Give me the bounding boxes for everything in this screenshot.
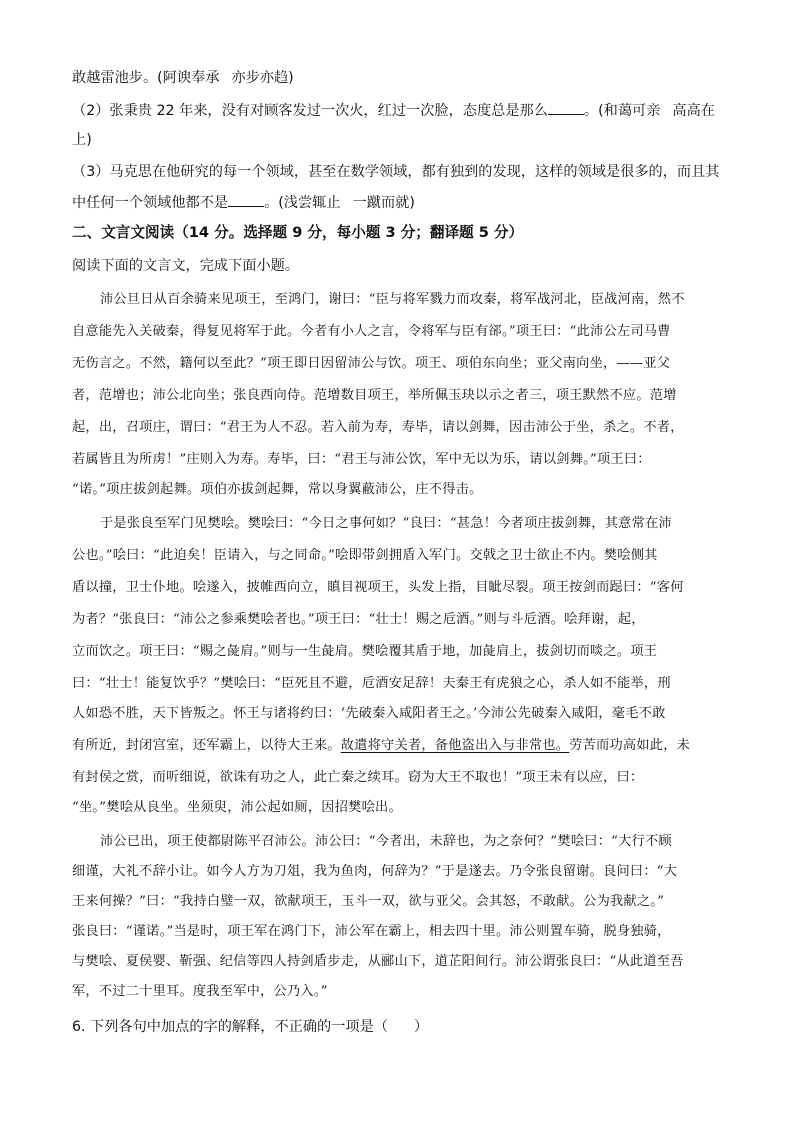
passage-line: 立而饮之。项王曰：“赐之彘肩。”则与一生彘肩。樊哙覆其盾于地，加彘肩上，拔剑切而啖之。项王 [72,644,658,659]
passage-line: 军，不过二十里耳。度我至军中，公乃入。” [72,984,328,999]
passage-line: 起，出，召项庄，谓曰：“君王为人不忍。若入前为寿，寿毕，请以剑舞，因击沛公于坐，杀之。不者， [72,420,684,435]
question-paren: ） [414,1019,429,1035]
passage-line: 王来何操？”曰：“我持白璧一双，欲献项王，玉斗一双，欲与亚父。会其怒，不敢献。公为我献之。” [72,894,665,909]
question-stem: 6. 下列各句中加点的字的解释，不正确的一项是（ [72,1019,388,1035]
passage-line: 为者？”张良曰：“沛公之参乘樊哙者也。”项王曰：“壮士！赐之卮酒。”则与斗卮酒。哙拜谢，起， [72,612,645,627]
q2-option-2: 高高在 [672,103,715,119]
exercise-q3: （3）马克思在他研究的每一个领域，甚至在数学领域，都有独到的发现，这样的领域是很多的，而且其 [72,164,720,180]
passage-line: 曰：“壮士！能复饮乎？”樊哙曰：“臣死且不避，卮酒安足辞！夫秦王有虎狼之心，杀人如不能举，刑 [72,676,671,691]
passage-line: 盾以撞，卫士仆地。哙遂入，披帷西向立，瞋目视项王，头发上指，目眦尽裂。项王按剑而跽曰：“客何 [72,580,684,595]
passage-line: 与樊哙、夏侯婴、靳强、纪信等四人持剑盾步走，从郦山下，道芷阳间行。沛公谓张良曰：“从此道至吾 [72,954,684,969]
passage-line: 沛公旦日从百余骑来见项王，至鸿门，谢曰：“臣与将军戮力而攻秦，将军战河北，臣战河南，然不 [100,292,685,307]
passage-line: 有封侯之赏，而听细说，欲诛有功之人，此亡秦之续耳。窃为大王不取也！”项王未有以应，曰： [72,770,644,785]
answer-blank [548,100,584,115]
passage-line: 公也。”哙曰：“此迫矣！臣请入，与之同命。”哙即带剑拥盾入军门。交戟之卫士欲止不内。樊哙侧其 [72,548,658,563]
underlined-sentence: 故遣将守关者，备他盗出入与非常也。 [340,738,570,753]
exercise-line-1 [72,68,722,88]
exercise-text: 敢越雷池步。(阿谀奉承 [72,70,220,86]
passage-line: 自意能先入关破秦，得复见将军于此。今者有小人之言，令将军与臣有郤。”项王曰：“此沛公左司马曹 [72,324,671,339]
q2-option-1: 。(和蔼可亲 [583,103,661,119]
passage-line: 者，范增也；沛公北向坐；张良西向侍。范增数目项王，举所佩玉玦以示之者三，项王默然不应。范增 [72,388,677,403]
passage-line: 无伤言之。不然，籍何以至此？”项王即日因留沛公与饮。项王、项伯东向坐；亚父南向坐，——亚父 [72,356,671,371]
section-instruction: 阅读下面的文言文，完成下面小题。 [72,258,300,274]
section-title: 二、文言文阅读（14 分。选择题 9 分，每小题 3 分；翻译题 5 分） [72,224,524,241]
q3-option-2: 一蹴而就) [352,195,415,211]
exercise-option: 亦步亦趋) [231,70,294,86]
passage-line: 细谨，大礼不辞小让。如今人方为刀俎，我为鱼肉，何辞为？”于是遂去。乃令张良留谢。良问曰：“大 [72,864,678,879]
passage-text: 劳苦而功高如此，未 [569,738,691,753]
q3-text: 中任何一个领域他都不是 [72,195,229,211]
exercise-q3-cont [72,192,722,213]
q2-text: （2）张秉贵 22 年来，没有对顾客发过一次火，红过一次脸，态度总是那么 [72,103,548,119]
passage-line [72,736,722,756]
passage-line: “坐。”樊哙从良坐。坐须臾，沛公起如厕，因招樊哙出。 [72,800,402,815]
exercise-q2 [72,100,722,121]
exercise-q2-cont: 上) [72,132,92,148]
passage-line: “诺。”项庄拔剑起舞。项伯亦拔剑起舞，常以身翼蔽沛公，庄不得击。 [72,482,483,497]
passage-line: 于是张良至军门见樊哙。樊哙曰：“今日之事何如？”良曰：“甚急！今者项庄拔剑舞，其意常在沛 [100,516,672,531]
passage-line: 人如恐不胜，天下皆叛之。怀王与诸将约曰：‘先破秦入咸阳者王之。’今沛公先破秦入咸阳，毫毛不敢 [72,706,666,721]
passage-line: 若属皆且为所虏！”庄则入为寿。寿毕，曰：“君王与沛公饮，军中无以为乐，请以剑舞。”项王曰： [72,452,651,467]
passage-line: 沛公已出，项王使都尉陈平召沛公。沛公曰：“今者出，未辞也，为之奈何？”樊哙曰：“大行不顾 [100,834,672,849]
passage-line: 张良曰：“谨诺。”当是时，项王军在鸿门下，沛公军在霸上，相去四十里。沛公则置车骑，脱身独骑， [72,924,671,939]
q3-option-1: 。(浅尝辄止 [264,195,341,211]
answer-blank [228,192,264,207]
question-6 [72,1017,722,1037]
passage-text: 有所近，封闭宫室，还军霸上，以待大王来。 [72,738,341,753]
